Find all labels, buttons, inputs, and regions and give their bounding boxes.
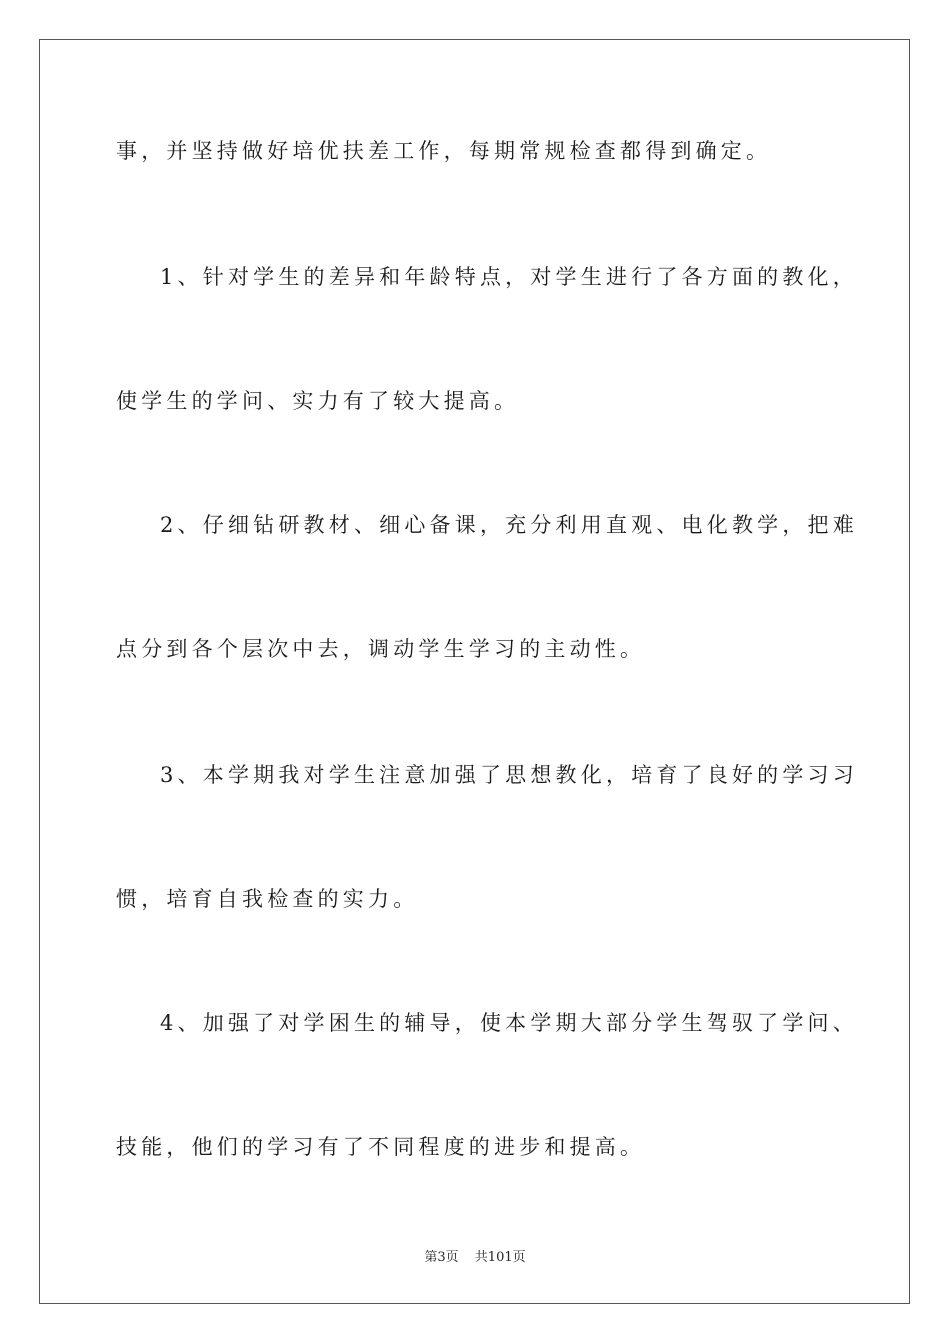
page-footer — [0, 1246, 950, 1265]
text-line-5: 点分到各个层次中去，调动学生学习的主动性。 — [116, 637, 646, 661]
page-total: 共101页 — [474, 1250, 526, 1265]
text-line-6: 3、本学期我对学生注意加强了思想教化，培育了良好的学习习 — [160, 763, 858, 787]
text-line-2: 1、针对学生的差异和年龄特点，对学生进行了各方面的教化， — [160, 265, 858, 289]
page-border — [39, 39, 910, 1304]
text-line-7: 惯，培育自我检查的实力。 — [116, 887, 419, 911]
text-line-4: 2、仔细钻研教材、细心备课，充分利用直观、电化教学，把难 — [160, 513, 858, 537]
page-number: 第3页 — [424, 1250, 459, 1265]
text-line-3: 使学生的学问、实力有了较大提高。 — [116, 389, 520, 413]
text-line-8: 4、加强了对学困生的辅导，使本学期大部分学生驾驭了学问、 — [160, 1011, 858, 1035]
text-line-1: 事，并坚持做好培优扶差工作，每期常规检查都得到确定。 — [116, 139, 772, 163]
text-line-9: 技能，他们的学习有了不同程度的进步和提高。 — [116, 1135, 646, 1159]
